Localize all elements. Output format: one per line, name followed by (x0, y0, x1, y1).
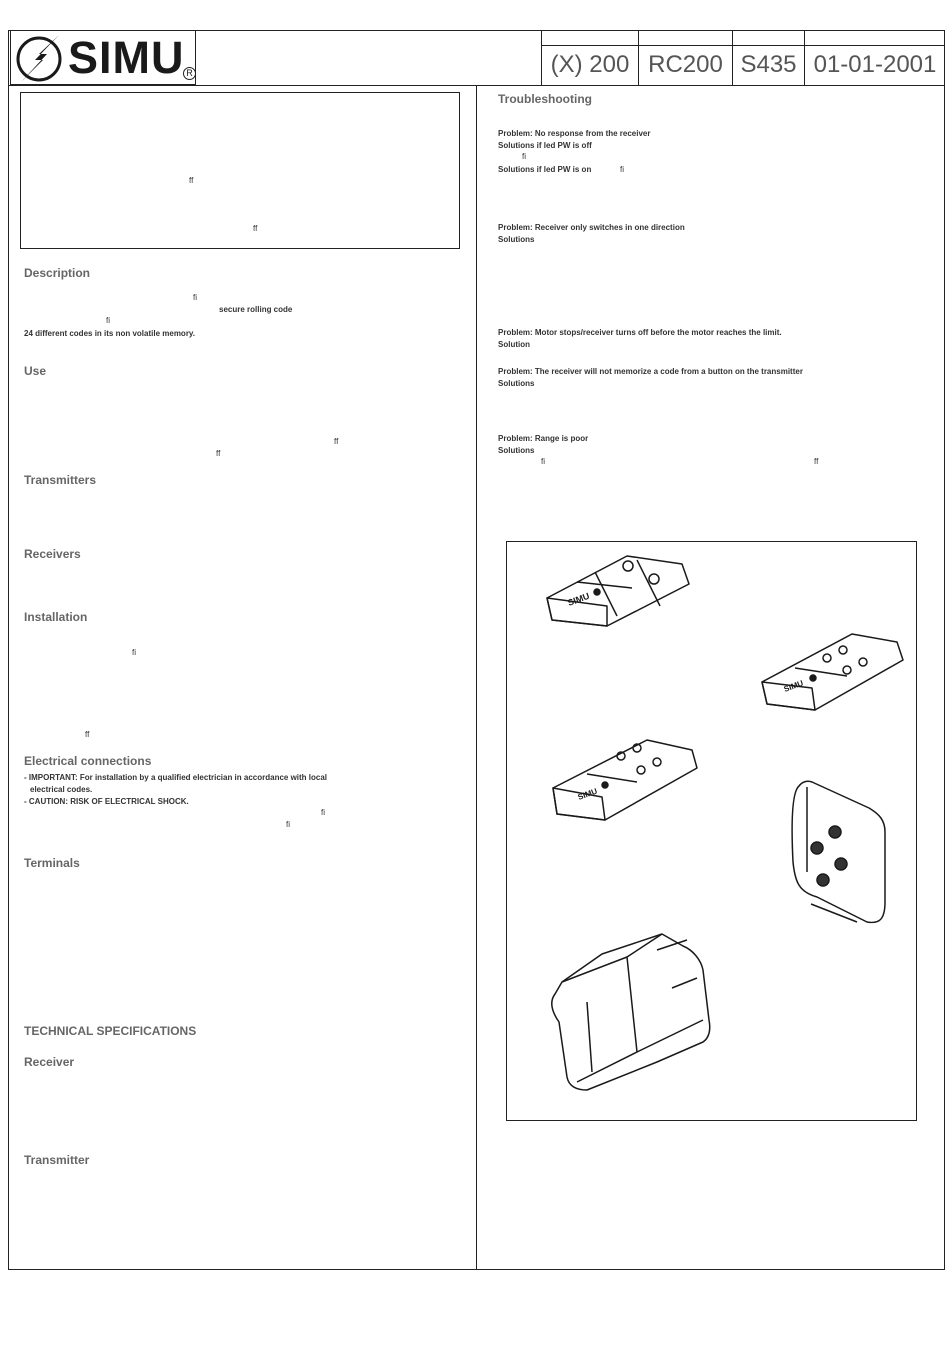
electrical-heading: Electrical connections (24, 754, 152, 768)
tech-specs-heading: TECHNICAL SPECIFICATIONS (24, 1024, 197, 1038)
transmitter-2-button-icon (547, 556, 689, 626)
svg-text:SIMU: SIMU (576, 786, 599, 802)
svg-text:SIMU: SIMU (782, 678, 805, 694)
installation-heading: Installation (24, 610, 88, 624)
description-heading: Description (24, 266, 91, 280)
receiver-code-value: RC200 (648, 51, 723, 78)
header-cell-model (541, 31, 638, 85)
problem-no-response: Problem: No response from the receiver (498, 129, 651, 138)
use-heading: Use (24, 364, 47, 378)
model-value: (X) 200 (550, 51, 630, 78)
use-ligature-2: ff (216, 449, 221, 458)
receivers-heading: Receivers (24, 547, 81, 561)
terminals-heading: Terminals (24, 856, 80, 870)
product-illustrations (507, 542, 916, 1120)
secure-rolling-code: secure rolling code (219, 305, 293, 314)
p5-solutions: Solutions (498, 446, 535, 455)
p4-solutions: Solutions (498, 379, 535, 388)
problem-one-direction: Problem: Receiver only switches in one direction (498, 223, 685, 232)
warning-box (20, 92, 460, 249)
p2-solutions: Solutions (498, 235, 535, 244)
transmitter-heading: Transmitter (24, 1153, 90, 1167)
date-value: 01-01-2001 (813, 51, 937, 78)
header-cell-reference (732, 31, 804, 85)
important-line-1: - IMPORTANT: For installation by a qualified electrician in accordance with local (24, 773, 328, 782)
column-divider (476, 85, 477, 1270)
transmitter-4-button-right-icon (762, 634, 903, 710)
solutions-led-on: Solutions if led PW is on (498, 165, 592, 174)
p5-ligature-1: fi (541, 457, 545, 466)
description-ligature-2: fi (106, 316, 110, 325)
description-ligature-1: fi (193, 293, 197, 302)
problem-memorize-code: Problem: The receiver will not memorize a code from a button on the transmitter (498, 367, 803, 376)
installation-ligature-2: ff (85, 730, 90, 739)
p3-solution: Solution (498, 340, 530, 349)
troubleshooting-heading: Troubleshooting (498, 92, 592, 106)
wall-transmitter-icon (792, 781, 885, 922)
p1-ligature-2: fi (620, 165, 624, 174)
header-cell-date (804, 31, 945, 85)
reference-value: S435 (740, 51, 797, 78)
registered-mark: R (183, 67, 196, 80)
electrical-ligature-2: fi (286, 820, 290, 829)
p5-ligature-2: ff (814, 457, 819, 466)
logo-text: SIMU (68, 32, 185, 83)
transmitters-heading: Transmitters (24, 473, 97, 487)
simu-logo-icon (13, 32, 67, 85)
warning-ligature-2: ff (253, 224, 258, 233)
solutions-led-off: Solutions if led PW is off (498, 141, 592, 150)
installation-ligature-1: fi (132, 648, 136, 657)
product-illustration-box (506, 541, 917, 1121)
p1-ligature-1: fi (522, 152, 526, 161)
electrical-ligature-1: fi (321, 808, 325, 817)
codes-memory-text: 24 different codes in its non volatile memory. (24, 329, 196, 338)
caution-text: - CAUTION: RISK OF ELECTRICAL SHOCK. (24, 797, 189, 806)
problem-motor-stops: Problem: Motor stops/receiver turns off before the motor reaches the limit. (498, 328, 782, 337)
transmitter-4-button-left-icon (553, 740, 697, 820)
receiver-box-icon (552, 934, 710, 1090)
svg-text:SIMU: SIMU (566, 590, 591, 608)
header-cell-receiver (638, 31, 732, 85)
warning-ligature-1: ff (189, 176, 194, 185)
problem-range-poor: Problem: Range is poor (498, 434, 589, 443)
important-line-2: electrical codes. (30, 785, 93, 794)
use-ligature-1: ff (334, 437, 339, 446)
receiver-heading: Receiver (24, 1055, 75, 1069)
